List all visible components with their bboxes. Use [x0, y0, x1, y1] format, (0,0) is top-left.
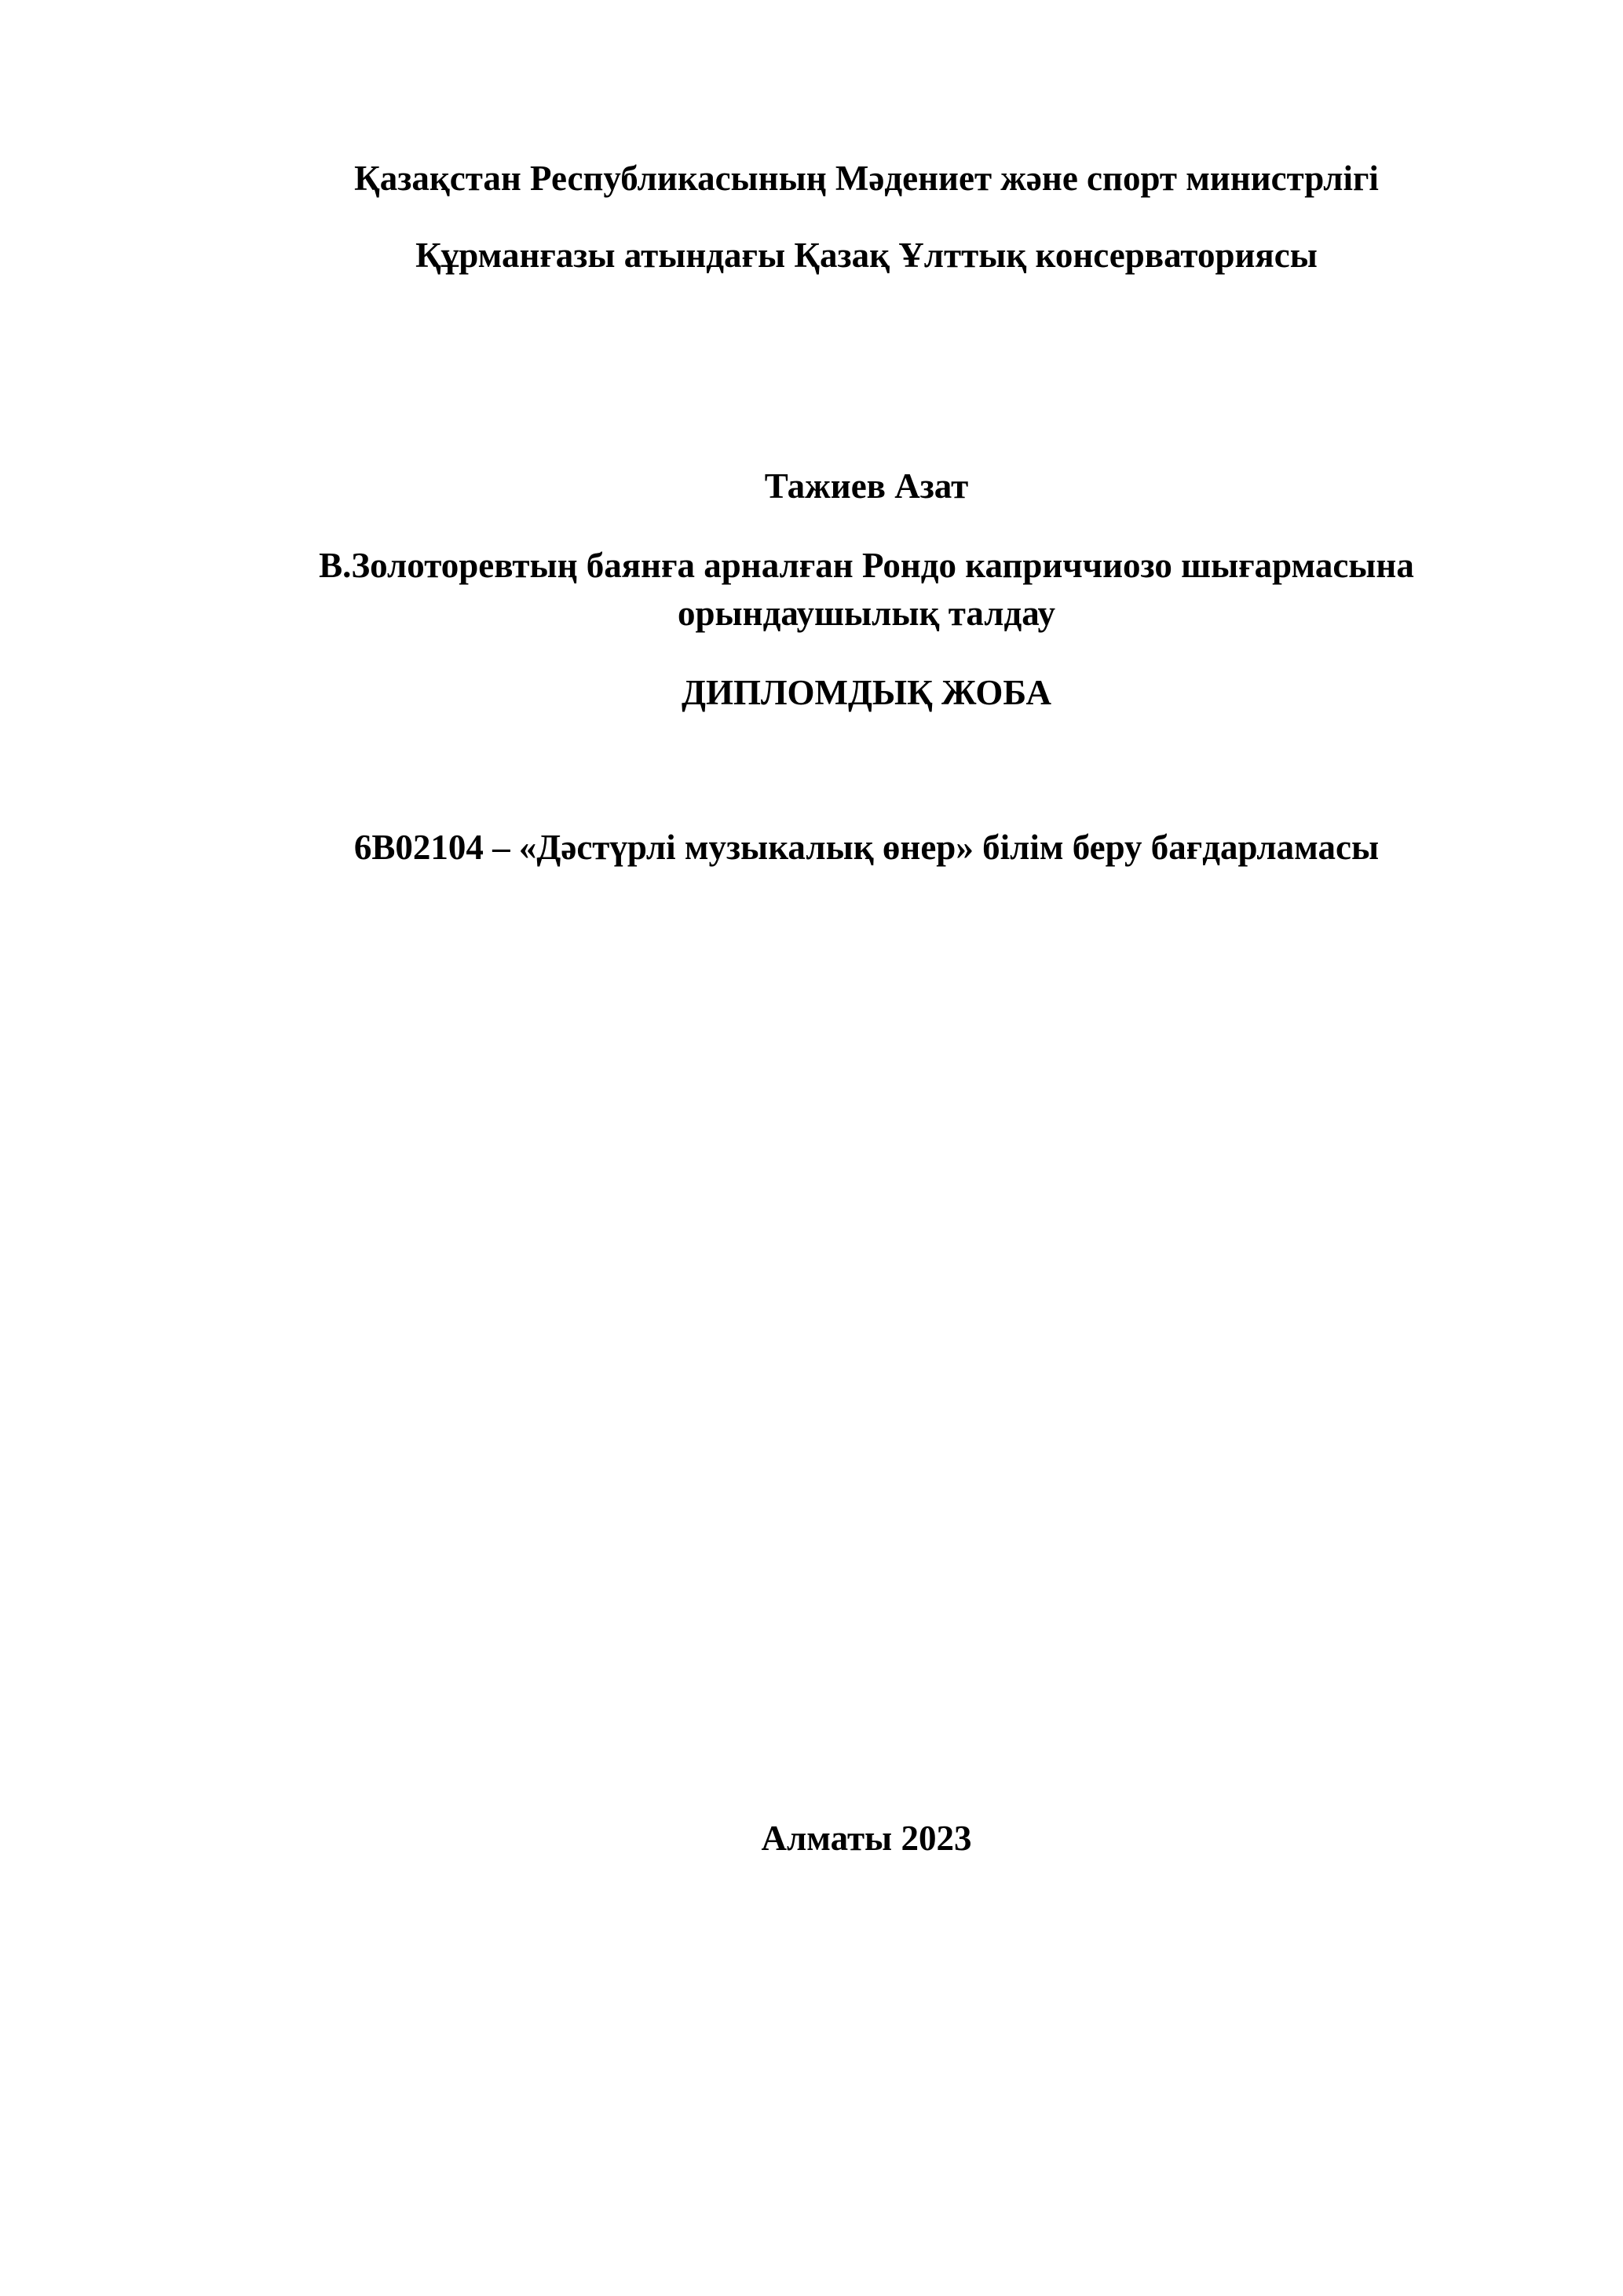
ministry-heading: Қазақстан Республикасының Мәдениет және спорт министрлігі [354, 159, 1379, 198]
thesis-title-line-2: орындаушылық талдау [677, 594, 1056, 633]
city-year: Алматы 2023 [761, 1819, 972, 1858]
institution-heading: Құрманғазы атындағы Қазақ Ұлттық консерваториясы [415, 236, 1318, 275]
education-program: 6В02104 – «Дәстүрлі музыкалық өнер» білім беру бағдарламасы [353, 828, 1380, 867]
document-type: ДИПЛОМДЫҚ ЖОБА [681, 673, 1052, 712]
author-name: Тажиев Азат [764, 466, 969, 506]
thesis-title-line-1: В.Золоторевтың баянға арналған Рондо каприччиозо шығармасына [319, 546, 1414, 585]
